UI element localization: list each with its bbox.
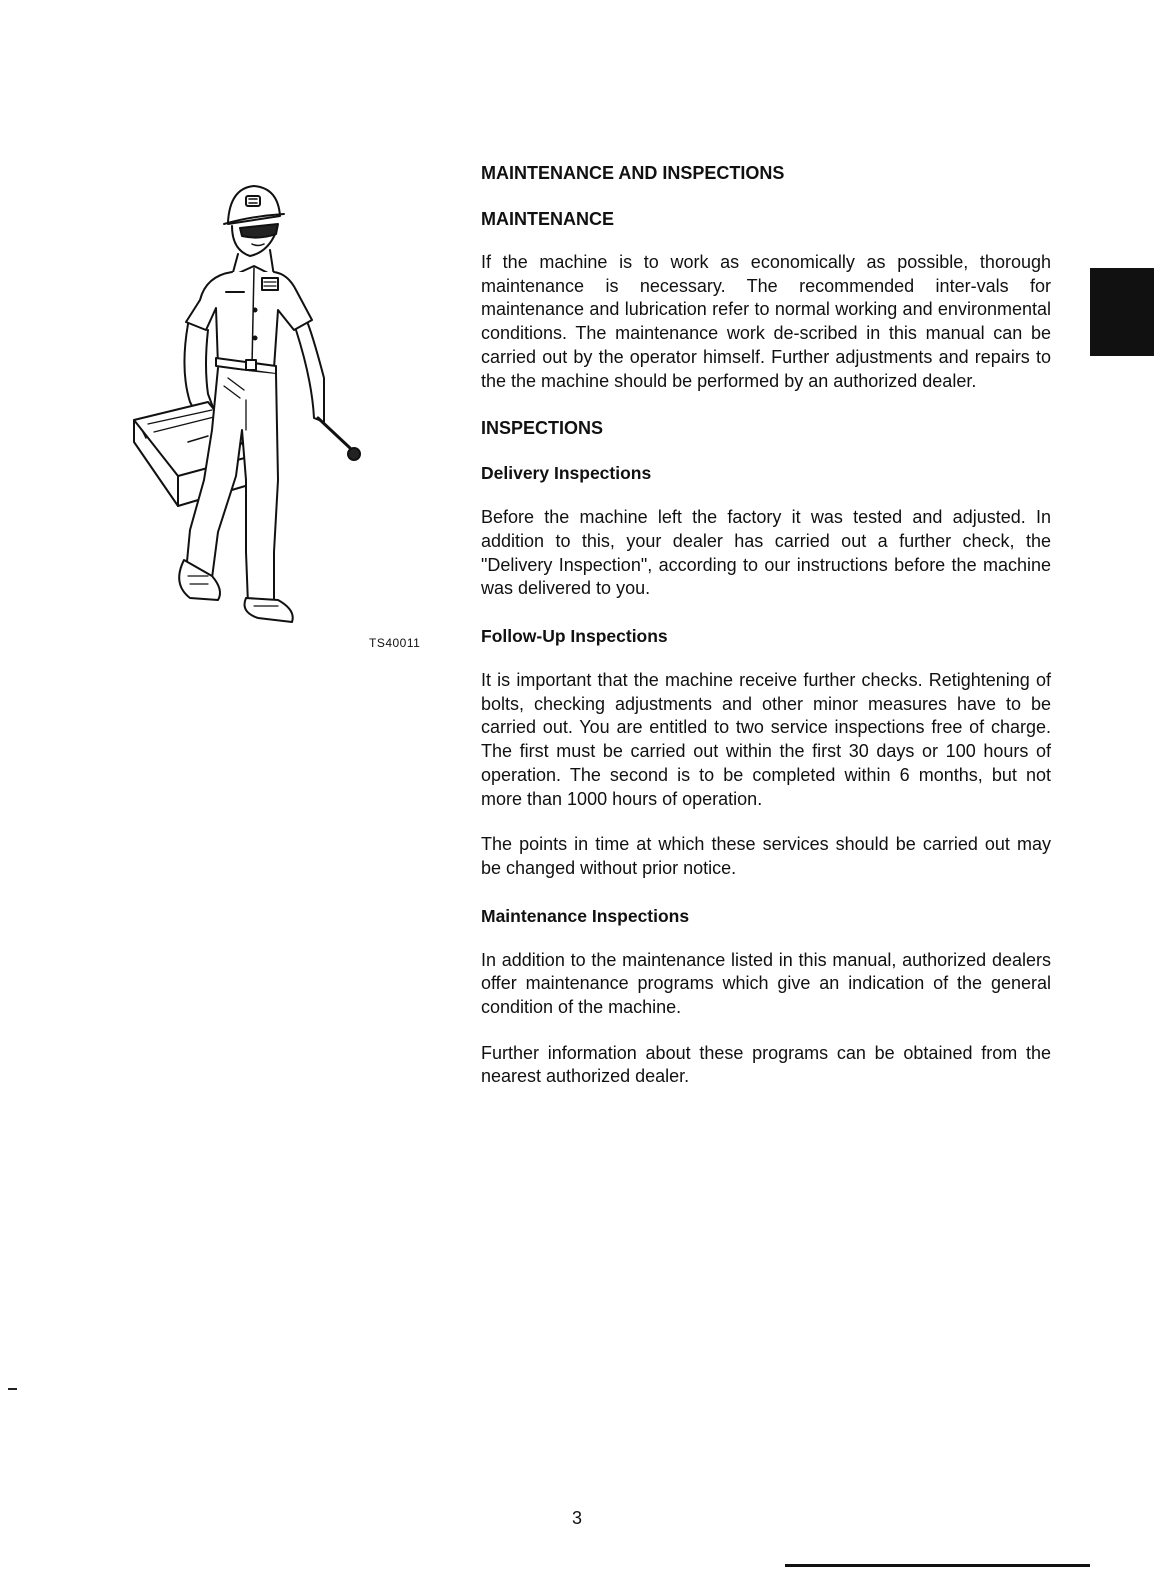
page-number: 3 (571, 1508, 582, 1528)
figure-id: TS40011 (369, 636, 421, 650)
follow-up-inspections-heading: Follow-Up Inspections (481, 626, 668, 647)
page-title: MAINTENANCE AND INSPECTIONS (481, 163, 785, 183)
follow-up-paragraph-1: It is important that the machine receive further checks. Retightening of bolts, checking adjustments and other minor measures have to be carried out. You are entitled to two service inspections free of charge. The first must be carried out within the first 30 days or 100 hours of operation. The second is to be completed within 6 months, but not more than 1000 hours of operation. (481, 670, 1051, 809)
main-content (481, 160, 1051, 1111)
maintenance-heading: MAINTENANCE (481, 209, 614, 229)
right-shoe-icon (245, 598, 293, 622)
inspections-heading: INSPECTIONS (481, 418, 604, 439)
maintenance-inspections-heading: Maintenance Inspections (481, 905, 690, 926)
maintenance-inspections-paragraph-1: In addition to the maintenance listed in this manual, authorized dealers offer maintenance programs which give an indication of the general condition of the machine. (481, 949, 1051, 1018)
follow-up-paragraph-2: The points in time at which these services should be carried out may be changed without prior notice. (481, 834, 1051, 878)
delivery-inspections-paragraph: Before the machine left the factory it was tested and adjusted. In addition to this, your dealer has carried out a further check, the "Delivery Inspection", according to our instructions before the machine was delivered to you. (481, 507, 1051, 599)
section-edge-tab (1090, 268, 1154, 356)
maintenance-inspections-paragraph-2: Further information about these programs can be obtained from the nearest authorized dealer. (481, 1042, 1051, 1087)
margin-mark (8, 1388, 17, 1390)
maintenance-paragraph: If the machine is to work as economically as possible, thorough maintenance is necessary. The recommended inter-vals for maintenance and lubrication refer to normal working and environmental conditions. The maintenance work de-scribed in this manual can be carried out by the operator himself. Further adjustments and repairs to the the machine should be performed by an authorized dealer. (481, 252, 1051, 391)
bottom-rule (785, 1564, 1090, 1567)
delivery-inspections-heading: Delivery Inspections (481, 463, 652, 484)
mechanic-illustration (128, 180, 368, 630)
